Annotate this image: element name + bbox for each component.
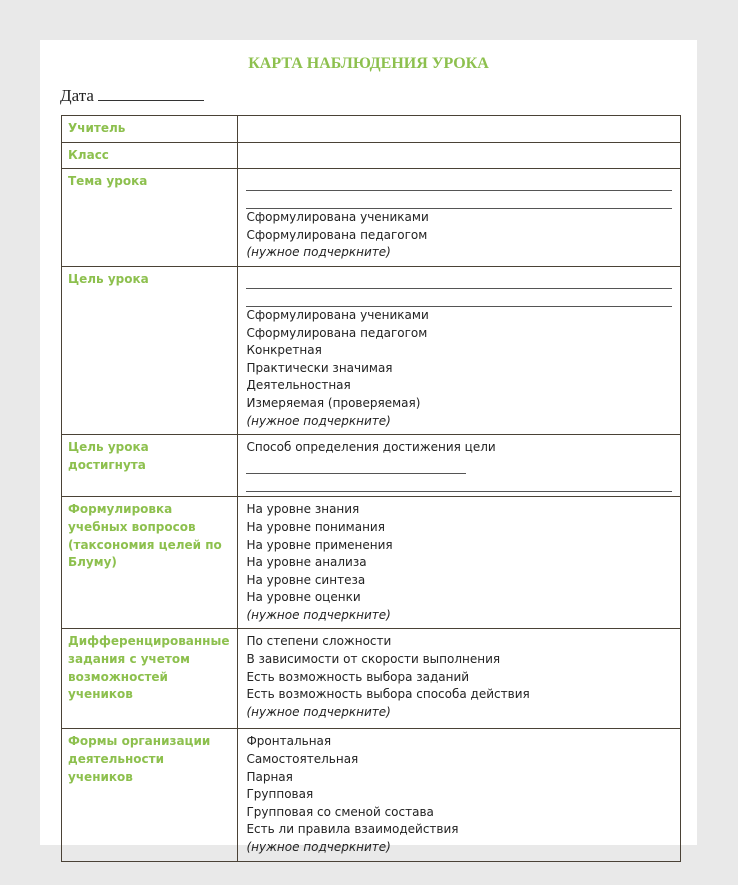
blank-line[interactable]: [246, 173, 672, 191]
row-content[interactable]: [238, 142, 681, 169]
option-item[interactable]: Измеряемая (проверяемая): [246, 395, 421, 410]
option-item[interactable]: На уровне синтеза: [246, 572, 366, 587]
observation-table: [61, 115, 681, 862]
note: (нужное подчеркните): [246, 704, 391, 719]
note: (нужное подчеркните): [246, 607, 391, 622]
row-content[interactable]: [238, 435, 681, 497]
row-label: Цель урока достигнута: [62, 435, 238, 497]
blank-line[interactable]: [246, 191, 672, 209]
table-row: [62, 169, 681, 267]
option-item[interactable]: Групповая со сменой состава: [246, 804, 434, 819]
option-item[interactable]: На уровне анализа: [246, 555, 367, 570]
table-row: [62, 497, 681, 629]
option-item[interactable]: На уровне понимания: [246, 519, 385, 534]
blank-line[interactable]: [246, 460, 466, 474]
note: (нужное подчеркните): [246, 245, 391, 260]
row-label: Формы организации деятельности учеников: [62, 729, 238, 861]
document-page: [40, 40, 697, 855]
option-item[interactable]: На уровне оценки: [246, 590, 361, 605]
row-label: Дифференцированные задания с учетом возможностей учеников: [62, 629, 238, 729]
blank-line[interactable]: [246, 271, 672, 289]
option-item[interactable]: Есть возможность выбора заданий: [246, 669, 470, 684]
row-text: Способ определения достижения цели: [246, 440, 496, 455]
table-row: [62, 116, 681, 143]
table-row: [62, 729, 681, 861]
date-blank[interactable]: [98, 86, 204, 101]
option-item[interactable]: На уровне знания: [246, 502, 360, 517]
row-label: Формулировка учебных вопросов (таксономия целей по Блуму): [62, 497, 238, 629]
row-content[interactable]: [238, 169, 681, 267]
table-row: [62, 435, 681, 497]
note: (нужное подчеркните): [246, 840, 391, 855]
option-item[interactable]: Практически значимая: [246, 360, 393, 375]
table-row: [62, 142, 681, 169]
option-item[interactable]: Сформулирована педагогом: [246, 227, 428, 242]
row-label: Тема урока: [62, 169, 238, 267]
note: (нужное подчеркните): [246, 413, 391, 428]
row-content[interactable]: [238, 629, 681, 729]
table-row: [62, 266, 681, 434]
page-title: КАРТА НАБЛЮДЕНИЯ УРОКА: [248, 55, 489, 72]
option-item[interactable]: В зависимости от скорости выполнения: [246, 652, 501, 667]
date-field: [60, 86, 204, 106]
row-content[interactable]: [238, 497, 681, 629]
option-item[interactable]: Есть ли правила взаимодействия: [246, 822, 459, 837]
option-item[interactable]: Сформулирована педагогом: [246, 325, 428, 340]
option-item[interactable]: Парная: [246, 769, 293, 784]
option-item[interactable]: Конкретная: [246, 343, 322, 358]
date-label: Дата: [60, 86, 94, 105]
row-label: Класс: [62, 142, 238, 169]
row-content[interactable]: [238, 729, 681, 861]
row-content[interactable]: [238, 266, 681, 434]
option-item[interactable]: Есть возможность выбора способа действия: [246, 687, 530, 702]
table-row: [62, 629, 681, 729]
option-item[interactable]: На уровне применения: [246, 537, 393, 552]
option-item[interactable]: Самостоятельная: [246, 752, 359, 767]
option-item[interactable]: Фронтальная: [246, 734, 332, 749]
option-item[interactable]: Сформулирована учениками: [246, 307, 429, 322]
row-label: Цель урока: [62, 266, 238, 434]
option-item[interactable]: Сформулирована учениками: [246, 210, 429, 225]
option-item[interactable]: По степени сложности: [246, 634, 392, 649]
row-label: Учитель: [62, 116, 238, 143]
row-content[interactable]: [238, 116, 681, 143]
option-item[interactable]: Деятельностная: [246, 378, 351, 393]
blank-line[interactable]: [246, 289, 672, 307]
option-item[interactable]: Групповая: [246, 787, 314, 802]
blank-line[interactable]: [246, 474, 672, 492]
